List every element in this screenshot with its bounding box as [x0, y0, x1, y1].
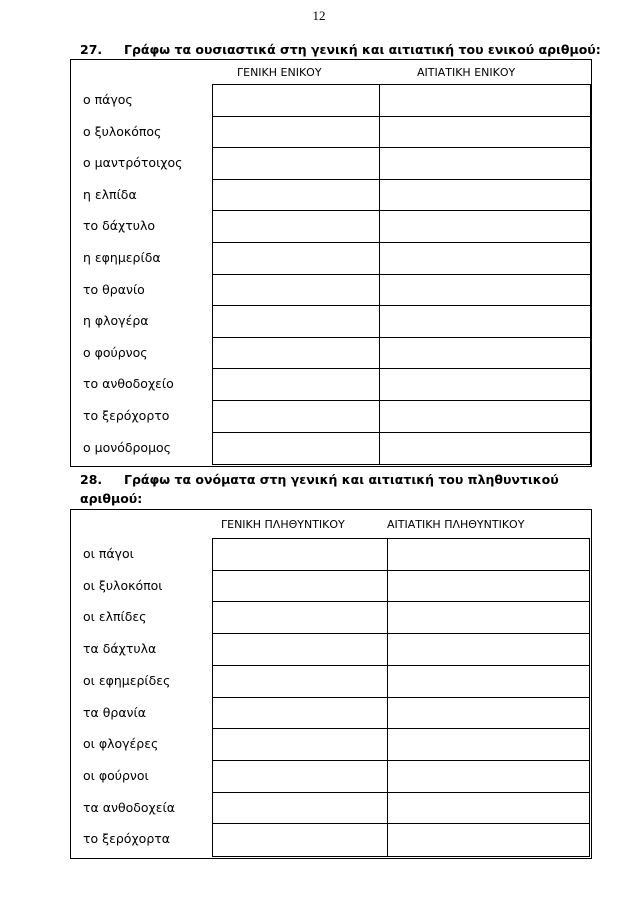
exercise28-row [71, 760, 591, 792]
genitive-answer-cell[interactable] [212, 665, 388, 699]
word-label: η ελπίδα [83, 186, 137, 202]
genitive-answer-cell[interactable] [212, 337, 380, 371]
accusative-answer-cell[interactable] [387, 760, 590, 794]
word-label: τα ανθοδοχεία [83, 799, 175, 815]
genitive-answer-cell[interactable] [212, 147, 380, 181]
accusative-answer-cell[interactable] [387, 823, 590, 857]
genitive-answer-cell[interactable] [212, 84, 380, 118]
word-label: ο μαντρότοιχος [83, 155, 183, 171]
accusative-answer-cell[interactable] [379, 242, 591, 276]
word-label: οι πάγοι [83, 546, 134, 561]
exercise-27-heading [80, 42, 601, 57]
word-label: ο πάγος [83, 92, 133, 107]
genitive-answer-cell[interactable] [212, 368, 380, 402]
word-label: οι ελπίδες [83, 609, 147, 625]
exercise28-row [71, 823, 591, 855]
exercise-28-col-accusative: ΑΙΤΙΑΤΙΚΗ ΠΛΗΘΥΝΤΙΚΟΥ [387, 518, 525, 531]
word-label: η φλογέρα [83, 313, 149, 329]
accusative-answer-cell[interactable] [387, 633, 590, 667]
exercise-27-col-genitive: ΓΕΝΙΚΗ ΕΝΙΚΟΥ [237, 66, 322, 79]
accusative-answer-cell[interactable] [379, 305, 591, 339]
genitive-answer-cell[interactable] [212, 274, 380, 308]
exercise-28-col-genitive: ΓΕΝΙΚΗ ΠΛΗΘΥΝΤΙΚΟΥ [221, 518, 345, 531]
accusative-answer-cell[interactable] [387, 728, 590, 762]
genitive-answer-cell[interactable] [212, 179, 380, 213]
accusative-answer-cell[interactable] [379, 400, 591, 434]
genitive-answer-cell[interactable] [212, 601, 388, 635]
accusative-answer-cell[interactable] [387, 570, 590, 604]
genitive-answer-cell[interactable] [212, 242, 380, 276]
exercise27-row [71, 368, 591, 400]
exercise-27-table [70, 59, 592, 467]
exercise27-row [71, 116, 591, 148]
word-label: το θρανίο [83, 281, 145, 297]
exercise27-row [71, 242, 591, 274]
exercise28-row [71, 665, 591, 697]
word-label: η εφημερίδα [83, 250, 161, 265]
exercise-27-col-accusative: ΑΙΤΙΑΤΙΚΗ ΕΝΙΚΟΥ [417, 66, 516, 79]
exercise28-row [71, 792, 591, 824]
word-label: οι φούρνοι [83, 767, 149, 783]
exercise28-row [71, 728, 591, 760]
accusative-answer-cell[interactable] [387, 538, 590, 572]
accusative-answer-cell[interactable] [387, 792, 590, 826]
accusative-answer-cell[interactable] [379, 147, 591, 181]
accusative-answer-cell[interactable] [379, 210, 591, 244]
accusative-answer-cell[interactable] [379, 368, 591, 402]
exercise27-row [71, 179, 591, 211]
exercise-27-instruction: Γράφω τα ουσιαστικά στη γενική και αιτιατική του ενικού αριθμού: [124, 42, 601, 57]
exercise28-row [71, 697, 591, 729]
exercise27-row [71, 305, 591, 337]
accusative-answer-cell[interactable] [387, 601, 590, 635]
accusative-answer-cell[interactable] [387, 697, 590, 731]
exercise-28-instruction: Γράφω τα ονόματα στη γενική και αιτιατική του πληθυντικού [124, 472, 559, 487]
word-label: τα θρανία [83, 704, 147, 720]
word-label: οι εφημερίδες [83, 672, 171, 688]
accusative-answer-cell[interactable] [387, 665, 590, 699]
word-label: ο ξυλοκόπος [83, 123, 162, 139]
exercise27-row [71, 274, 591, 306]
word-label: οι φλογέρες [83, 736, 159, 752]
exercise27-row [71, 84, 591, 116]
exercise-28-heading [80, 470, 580, 508]
word-label: οι ξυλοκόποι [83, 577, 163, 593]
word-label: το δάχτυλο [83, 218, 156, 234]
genitive-answer-cell[interactable] [212, 116, 380, 150]
page-number: 12 [312, 8, 326, 23]
word-label: το ξερόχορτο [83, 408, 170, 423]
genitive-answer-cell[interactable] [212, 697, 388, 731]
exercise27-row [71, 400, 591, 432]
exercise-28-table [70, 509, 592, 859]
genitive-answer-cell[interactable] [212, 305, 380, 339]
accusative-answer-cell[interactable] [379, 274, 591, 308]
exercise28-row [71, 601, 591, 633]
exercise-28-number: 28. [80, 472, 103, 487]
genitive-answer-cell[interactable] [212, 792, 388, 826]
genitive-answer-cell[interactable] [212, 210, 380, 244]
genitive-answer-cell[interactable] [212, 728, 388, 762]
exercise27-row [71, 337, 591, 369]
genitive-answer-cell[interactable] [212, 823, 388, 857]
word-label: το ξερόχορτα [83, 831, 171, 847]
exercise-28-instruction-cont: αριθμού: [80, 491, 143, 506]
word-label: ο μονόδρομος [83, 439, 172, 455]
accusative-answer-cell[interactable] [379, 84, 591, 118]
accusative-answer-cell[interactable] [379, 116, 591, 150]
exercise27-row [71, 210, 591, 242]
exercise-27-number: 27. [80, 42, 103, 57]
accusative-answer-cell[interactable] [379, 432, 591, 466]
genitive-answer-cell[interactable] [212, 400, 380, 434]
accusative-answer-cell[interactable] [379, 179, 591, 213]
accusative-answer-cell[interactable] [379, 337, 591, 371]
word-label: τα δάχτυλα [83, 641, 157, 657]
exercise28-row [71, 633, 591, 665]
genitive-answer-cell[interactable] [212, 760, 388, 794]
exercise28-row [71, 538, 591, 570]
genitive-answer-cell[interactable] [212, 570, 388, 604]
exercise28-row [71, 570, 591, 602]
word-label: το ανθοδοχείο [83, 376, 174, 392]
genitive-answer-cell[interactable] [212, 432, 380, 466]
genitive-answer-cell[interactable] [212, 538, 388, 572]
word-label: ο φούρνος [83, 344, 148, 360]
exercise27-row [71, 432, 591, 464]
exercise27-row [71, 147, 591, 179]
genitive-answer-cell[interactable] [212, 633, 388, 667]
